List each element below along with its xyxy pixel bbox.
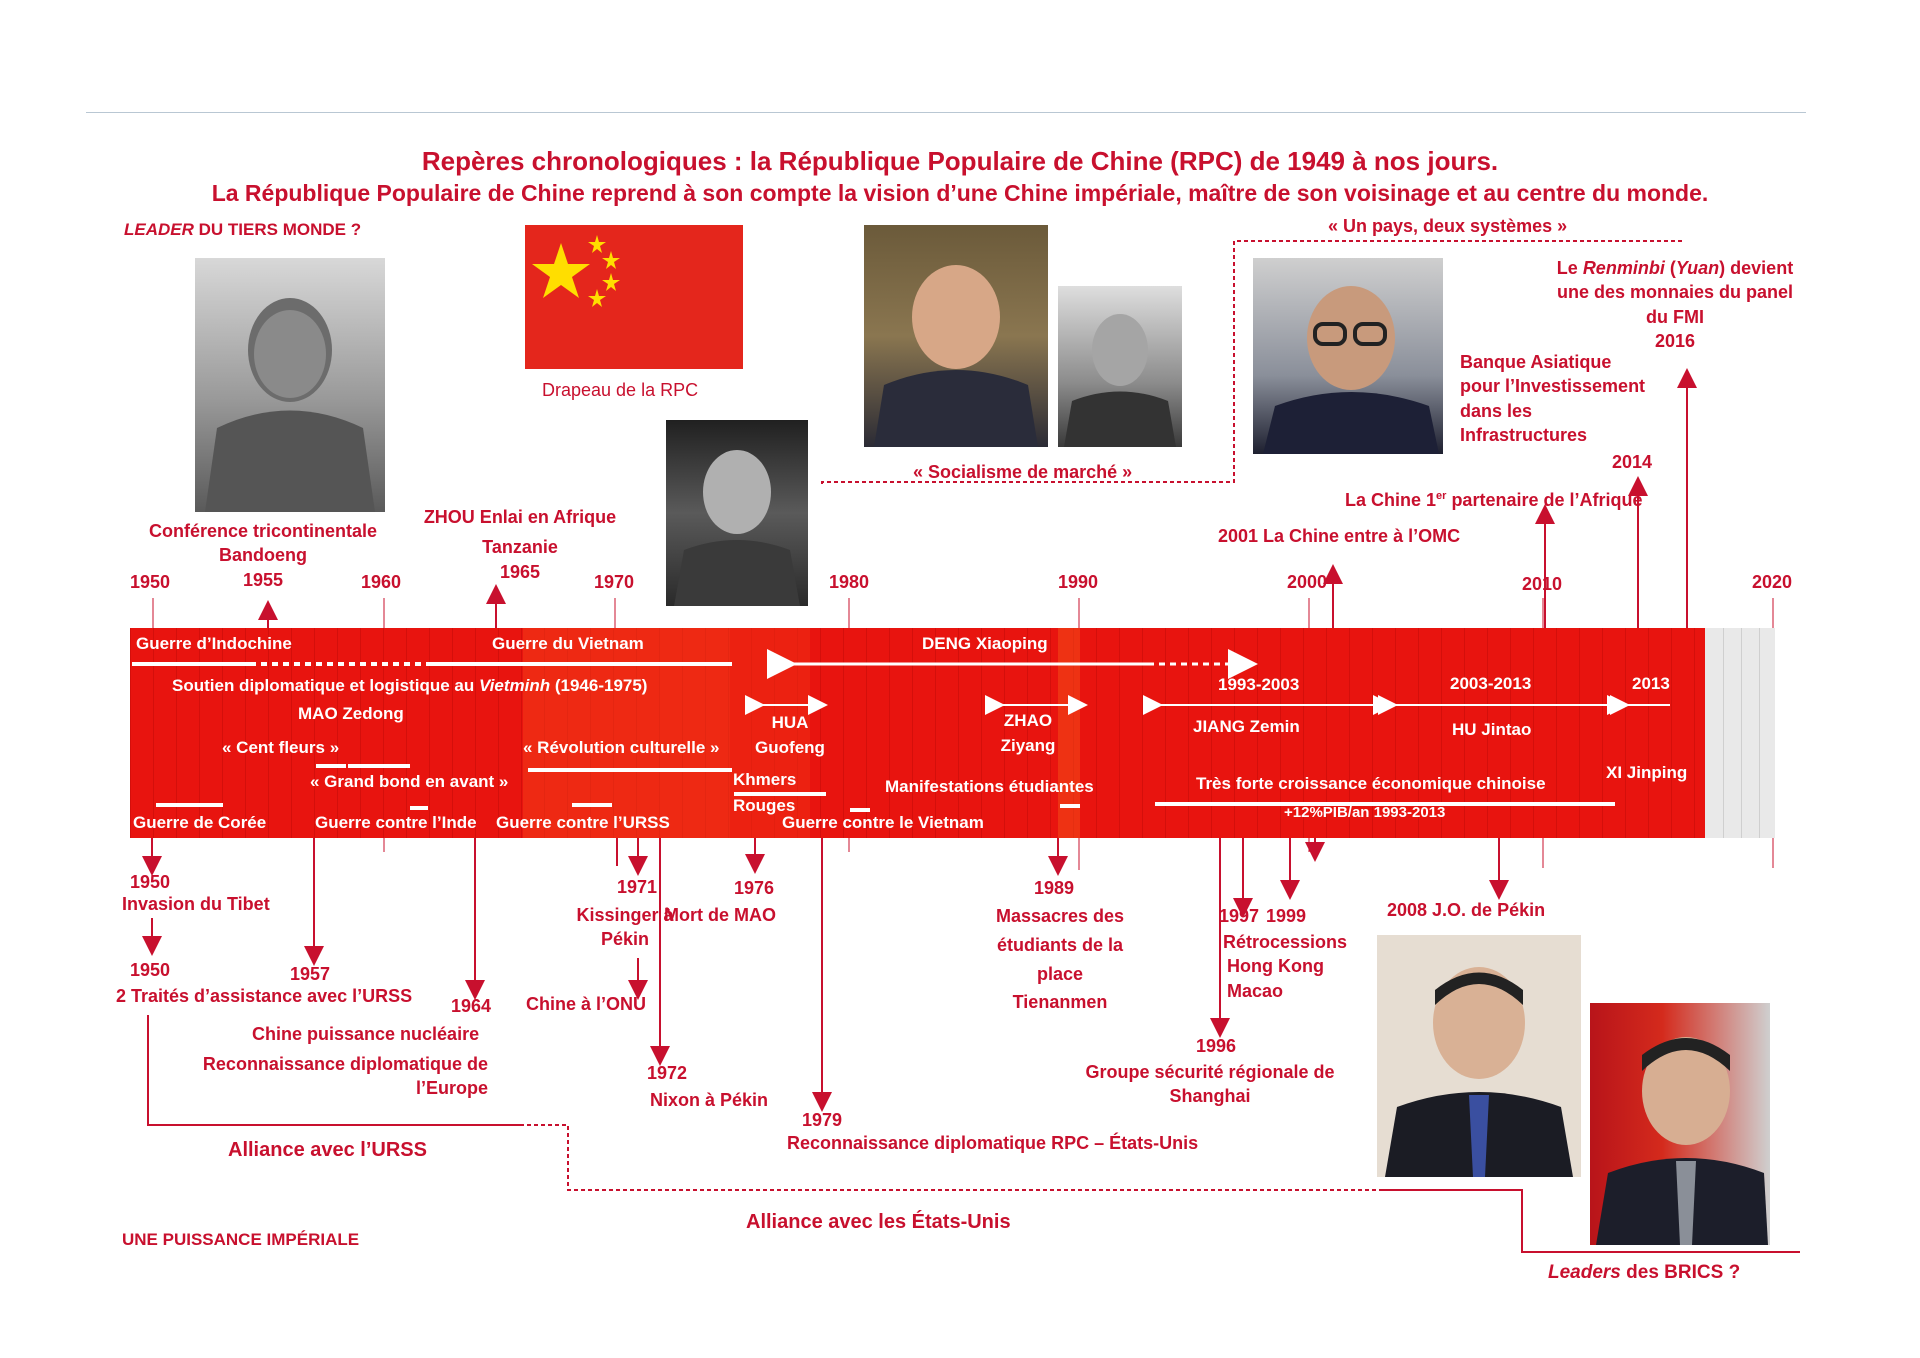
band-hu-years: 2003-2013 <box>1450 674 1532 693</box>
band-hu: HU Jintao <box>1452 720 1532 739</box>
band-vietnam: Guerre du Vietnam <box>492 634 644 653</box>
event-onu: Chine à l’ONU <box>526 994 647 1014</box>
event-traites: 2 Traités d’assistance avec l’URSS <box>116 986 413 1006</box>
decade-label: 2000 <box>1287 572 1328 592</box>
event-shanghai: Groupe sécurité régionale de Shanghai <box>1085 1062 1335 1107</box>
flag-caption: Drapeau de la RPC <box>542 380 699 400</box>
band-zhao-ziyang: ZHAO Ziyang <box>1000 711 1056 756</box>
theme-tiers-monde: LEADER DU TIERS MONDE ? <box>124 220 362 239</box>
theme-un-pays-deux-systemes: « Un pays, deux systèmes » <box>1328 216 1568 236</box>
event-1997: 1997 <box>1219 906 1260 926</box>
event-mort-mao: Mort de MAO <box>664 905 776 925</box>
decade-label: 1960 <box>361 572 402 592</box>
band-cent-fleurs: « Cent fleurs » <box>222 738 340 757</box>
band-soutien: Soutien diplomatique et logistique au Vietminh (1946-1975) <box>172 676 648 695</box>
socialisme-caption: « Socialisme de marché » <box>913 462 1133 482</box>
band-manifestations: Manifestations étudiantes <box>885 777 1094 796</box>
event-1989: 1989 <box>1034 878 1075 898</box>
event-1999: 1999 <box>1266 906 1307 926</box>
event-omc: 2001 La Chine entre à l’OMC <box>1218 526 1461 546</box>
event-banque-asiatique: Banque Asiatique pour l’Investissement dans les Infrastructures <box>1460 352 1646 445</box>
event-zhou-enlai: ZHOU Enlai en Afrique Tanzanie 1965 <box>423 507 617 582</box>
event-jo-pekin: 2008 J.O. de Pékin <box>1387 900 1546 920</box>
band-jiang-years: 1993-2003 <box>1218 675 1300 694</box>
band-deng: DENG Xiaoping <box>922 634 1048 653</box>
event-nucleaire: Chine puissance nucléaire <box>252 1024 480 1044</box>
event-bandoeng: Conférence tricontinentale Bandoeng 1955 <box>148 521 378 590</box>
event-reco-usa: Reconnaissance diplomatique RPC – États-Unis <box>787 1133 1199 1153</box>
event-tienanmen: Massacres des étudiants de la place Tienanmen <box>995 906 1125 1013</box>
theme-puissance-imperiale: UNE PUISSANCE IMPÉRIALE <box>122 1230 360 1249</box>
page-subtitle: La République Populaire de Chine reprend à son compte la vision d’une Chine impériale, maître de son voisinage et au centre du monde. <box>211 180 1709 206</box>
event-1972: 1972 <box>647 1063 688 1083</box>
band-inde: Guerre contre l’Inde <box>315 813 477 832</box>
event-1996: 1996 <box>1196 1036 1237 1056</box>
band-mao: MAO Zedong <box>298 704 404 723</box>
event-1971: 1971 <box>617 877 658 897</box>
decade-label: 1950 <box>130 572 171 592</box>
theme-brics: Leaders des BRICS ? <box>1548 1262 1741 1283</box>
band-guerre-vietnam: Guerre contre le Vietnam <box>782 813 984 832</box>
event-retrocessions: Rétrocessions Hong Kong Macao <box>1223 932 1348 1001</box>
band-khmers-rouges: Khmers Rouges <box>733 770 797 815</box>
band-urss: Guerre contre l’URSS <box>496 813 670 832</box>
theme-alliance-urss: Alliance avec l’URSS <box>228 1139 427 1161</box>
band-revolution-culturelle: « Révolution culturelle » <box>523 738 720 757</box>
event-tibet: Invasion du Tibet <box>122 894 270 914</box>
event-afrique: La Chine 1er partenaire de l’Afrique <box>1345 490 1643 510</box>
band-xi: XI Jinping <box>1606 763 1688 782</box>
band-xi-year: 2013 <box>1632 674 1670 693</box>
band-indochine: Guerre d’Indochine <box>136 634 292 653</box>
event-1964: 1964 <box>451 996 492 1016</box>
event-1957: 1957 <box>290 964 331 984</box>
band-croissance: Très forte croissance économique chinoise <box>1196 774 1546 793</box>
event-renminbi: Le Renminbi (Yuan) devient une des monnaies du panel du FMI 2016 <box>1556 258 1794 351</box>
band-grand-bond: « Grand bond en avant » <box>310 772 509 791</box>
event-nixon: Nixon à Pékin <box>650 1090 769 1110</box>
event-traites-year: 1950 <box>130 960 171 980</box>
event-1976: 1976 <box>734 878 775 898</box>
band-pib: +12%PIB/an 1993-2013 <box>1284 804 1446 821</box>
decade-label: 2010 <box>1522 574 1563 594</box>
event-1979: 1979 <box>802 1110 843 1130</box>
theme-alliance-usa: Alliance avec les États-Unis <box>746 1211 1011 1233</box>
event-banque-year: 2014 <box>1612 452 1653 472</box>
event-tibet-year: 1950 <box>130 872 171 892</box>
decade-label: 1970 <box>594 572 635 592</box>
event-kissinger: Kissinger à Pékin <box>576 905 674 950</box>
band-jiang: JIANG Zemin <box>1193 717 1300 736</box>
band-coree: Guerre de Corée <box>133 813 267 832</box>
decade-label: 2020 <box>1752 572 1793 592</box>
event-reco-europe: Reconnaissance diplomatique de l’Europe <box>202 1054 488 1099</box>
band-hua-guofeng: HUA Guofeng <box>755 713 825 758</box>
page-title: Repères chronologiques : la République Populaire de Chine (RPC) de 1949 à nos jours. <box>421 146 1499 176</box>
decade-label: 1990 <box>1058 572 1099 592</box>
decade-label: 1980 <box>829 572 870 592</box>
